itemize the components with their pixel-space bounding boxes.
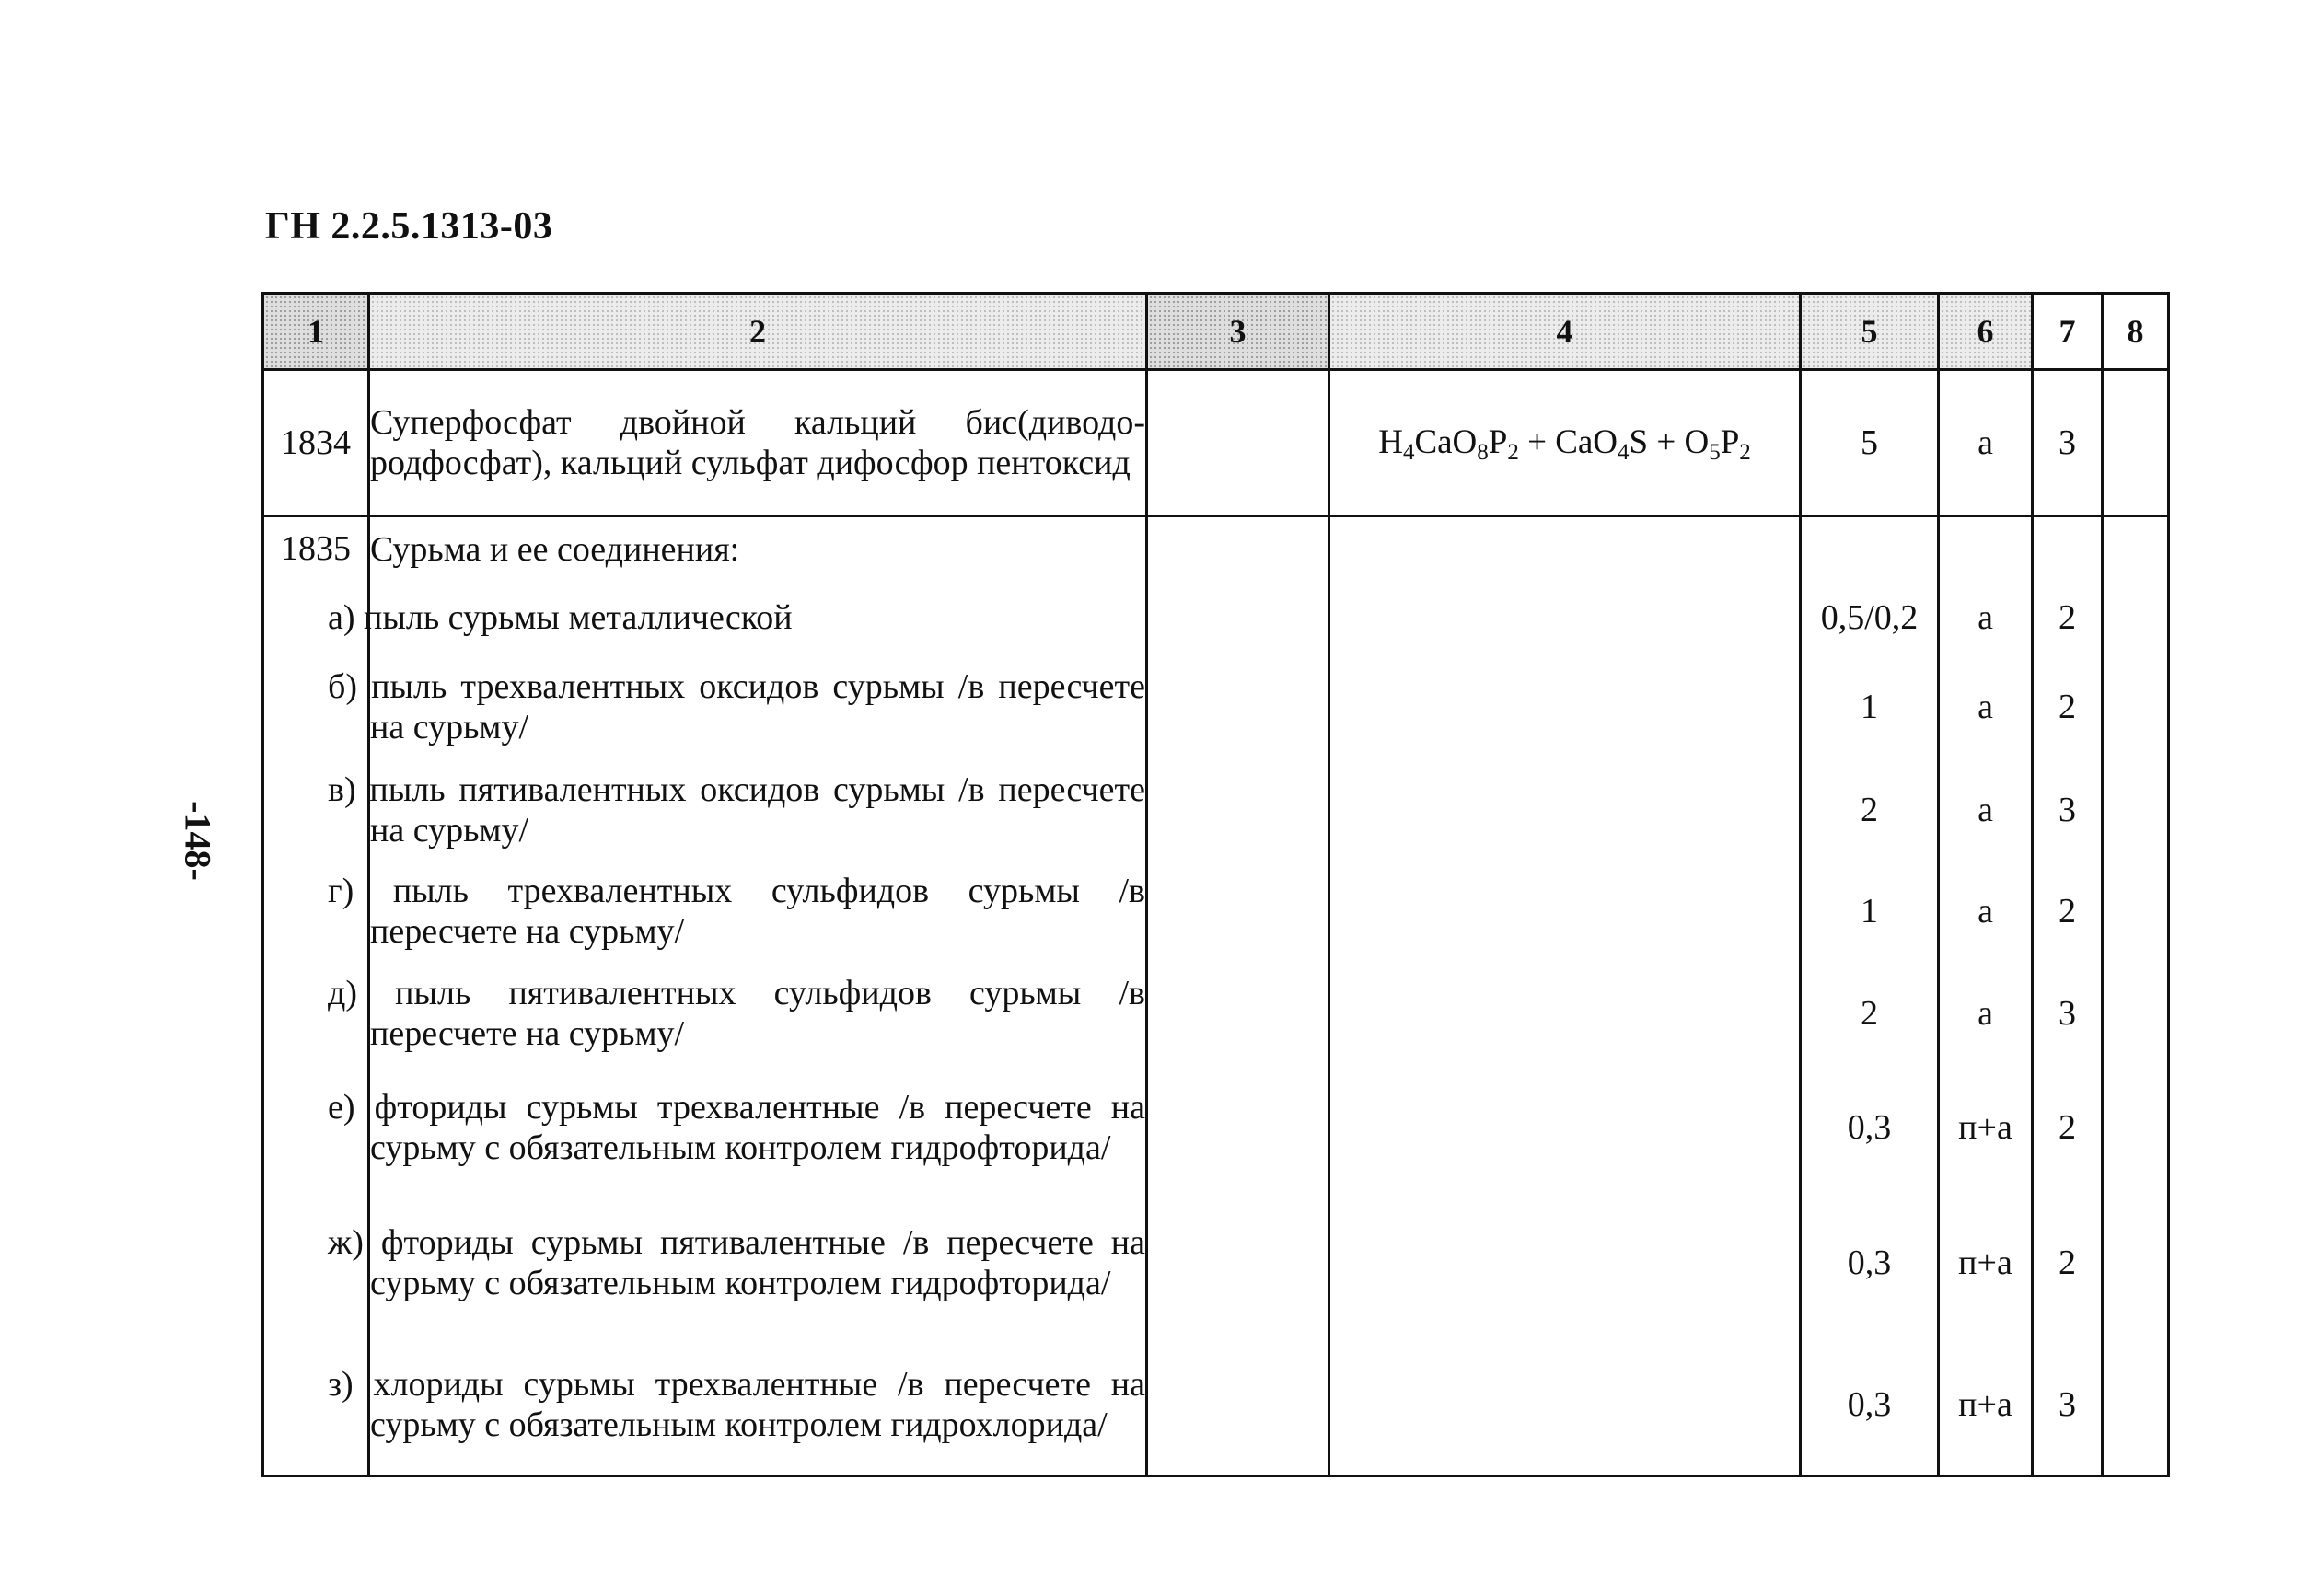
table-row-subitem <box>263 963 2169 1064</box>
cas-cell <box>1147 370 1329 516</box>
table-header-row <box>263 294 2169 370</box>
hazard-class: 3 <box>2033 370 2103 516</box>
limit-value: 0,5/0,2 <box>1801 582 1939 653</box>
hazard-class: 2 <box>2033 860 2103 963</box>
formula-part: H <box>1378 423 1403 461</box>
header-col-2: 2 <box>369 294 1147 370</box>
cas-cell <box>1147 860 1329 963</box>
hazard-class: 3 <box>2033 963 2103 1064</box>
col8-cell <box>2103 582 2169 653</box>
cas-cell <box>1147 963 1329 1064</box>
formula-cell <box>1329 860 1801 963</box>
cas-cell <box>1147 582 1329 653</box>
formula-cell <box>1329 653 1801 760</box>
formula-cell <box>1329 582 1801 653</box>
formula-part: S + O <box>1629 423 1710 461</box>
subitem-text: ж) фториды сурьмы пятивалентные /в пересчете на сурьму с обязательным контролем гидрофторида/ <box>369 1191 1147 1335</box>
hazard-class: 2 <box>2033 1064 2103 1191</box>
col8-cell <box>2103 860 2169 963</box>
cas-cell <box>1147 653 1329 760</box>
subitem-text: г) пыль трехвалентных сульфидов сурьмы /в пересчете на сурьму/ <box>369 860 1147 963</box>
page-number-text: -148- <box>177 801 219 881</box>
table-row-subitem <box>263 582 2169 653</box>
formula-part: P <box>1488 423 1508 461</box>
subitem-text: з) хлориды сурьмы трехвалентные /в пересчете на сурьму с обязательным контролем гидрохлорида/ <box>369 1335 1147 1476</box>
cas-cell <box>1147 760 1329 860</box>
aggregate-state: п+а <box>1939 1335 2033 1476</box>
table-row-subitem <box>263 1335 2169 1476</box>
formula-cell <box>1329 1335 1801 1476</box>
table-row-subitem <box>263 760 2169 860</box>
table-row-subitem <box>263 860 2169 963</box>
hazard-class: 3 <box>2033 1335 2103 1476</box>
subitem-text: б) пыль трехвалентных оксидов сурьмы /в пересчете на сурьму/ <box>369 653 1147 760</box>
header-col-5: 5 <box>1801 294 1939 370</box>
table-row-subitem <box>263 653 2169 760</box>
aggregate-state: п+а <box>1939 1191 2033 1335</box>
col8-cell <box>2103 1335 2169 1476</box>
aggregate-state: а <box>1939 370 2033 516</box>
limit-value: 5 <box>1801 370 1939 516</box>
formula-subscript: 4 <box>1402 440 1415 465</box>
aggregate-state: а <box>1939 582 2033 653</box>
formula-cell <box>1329 1064 1801 1191</box>
formula-subscript: 8 <box>1477 440 1489 465</box>
subitem-text: а) пыль сурьмы металлической <box>369 582 1147 653</box>
subitem-text: д) пыль пятивалентных сульфидов сурьмы /в пересчете на сурьму/ <box>369 963 1147 1064</box>
row-number: 1835 <box>263 516 369 1476</box>
cas-cell <box>1147 1191 1329 1335</box>
hazard-class: 2 <box>2033 1191 2103 1335</box>
group-name: Сурьма и ее соединения: <box>369 516 1147 583</box>
col8-cell <box>2103 1064 2169 1191</box>
col8-cell <box>2103 1191 2169 1335</box>
aggregate-state: а <box>1939 653 2033 760</box>
aggregate-state: п+а <box>1939 1064 2033 1191</box>
aggregate-state: а <box>1939 860 2033 963</box>
limit-value: 1 <box>1801 860 1939 963</box>
chemical-formula <box>1329 370 1801 516</box>
aggregate-state: а <box>1939 760 2033 860</box>
limit-value: 0,3 <box>1801 1064 1939 1191</box>
formula-part: P <box>1720 423 1740 461</box>
subitem-text: в) пыль пятивалентных оксидов сурьмы /в пересчете на сурьму/ <box>369 760 1147 860</box>
header-col-6: 6 <box>1939 294 2033 370</box>
header-col-4: 4 <box>1329 294 1801 370</box>
formula-subscript: 2 <box>1507 440 1519 465</box>
col8-cell <box>2103 963 2169 1064</box>
row-number: 1834 <box>263 370 369 516</box>
hazard-class: 2 <box>2033 653 2103 760</box>
substance-name: Суперфосфат двойной кальций бис(диводородфосфат), кальций сульфат дифосфор пентоксид <box>369 370 1147 516</box>
hazard-class: 3 <box>2033 760 2103 860</box>
cas-cell <box>1147 1064 1329 1191</box>
header-col-1: 1 <box>263 294 369 370</box>
limit-value: 0,3 <box>1801 1191 1939 1335</box>
header-col-8: 8 <box>2103 294 2169 370</box>
header-col-3: 3 <box>1147 294 1329 370</box>
limit-value: 0,3 <box>1801 1335 1939 1476</box>
formula-subscript: 5 <box>1709 440 1721 465</box>
limit-value: 2 <box>1801 963 1939 1064</box>
formula-subscript: 4 <box>1618 440 1630 465</box>
formula-part: + CaO <box>1518 423 1618 461</box>
formula-cell <box>1329 1191 1801 1335</box>
header-col-7: 7 <box>2033 294 2103 370</box>
substances-table <box>261 292 2170 1477</box>
col8-cell <box>2103 653 2169 760</box>
document-title: ГН 2.2.5.1313-03 <box>265 205 553 248</box>
aggregate-state: а <box>1939 963 2033 1064</box>
formula-subscript: 2 <box>1739 440 1751 465</box>
hazard-class: 2 <box>2033 582 2103 653</box>
formula-cell <box>1329 760 1801 860</box>
col8-cell <box>2103 760 2169 860</box>
col8-cell <box>2103 370 2169 516</box>
formula-cell <box>1329 963 1801 1064</box>
formula-part: CaO <box>1414 423 1478 461</box>
table-row-subitem <box>263 1064 2169 1191</box>
limit-value: 2 <box>1801 760 1939 860</box>
cas-cell <box>1147 1335 1329 1476</box>
table-row <box>263 370 2169 516</box>
subitem-text: е) фториды сурьмы трехвалентные /в пересчете на сурьму с обязательным контролем гидрофторида/ <box>369 1064 1147 1191</box>
table-row-group-header <box>263 516 2169 583</box>
table-row-subitem <box>263 1191 2169 1335</box>
limit-value: 1 <box>1801 653 1939 760</box>
